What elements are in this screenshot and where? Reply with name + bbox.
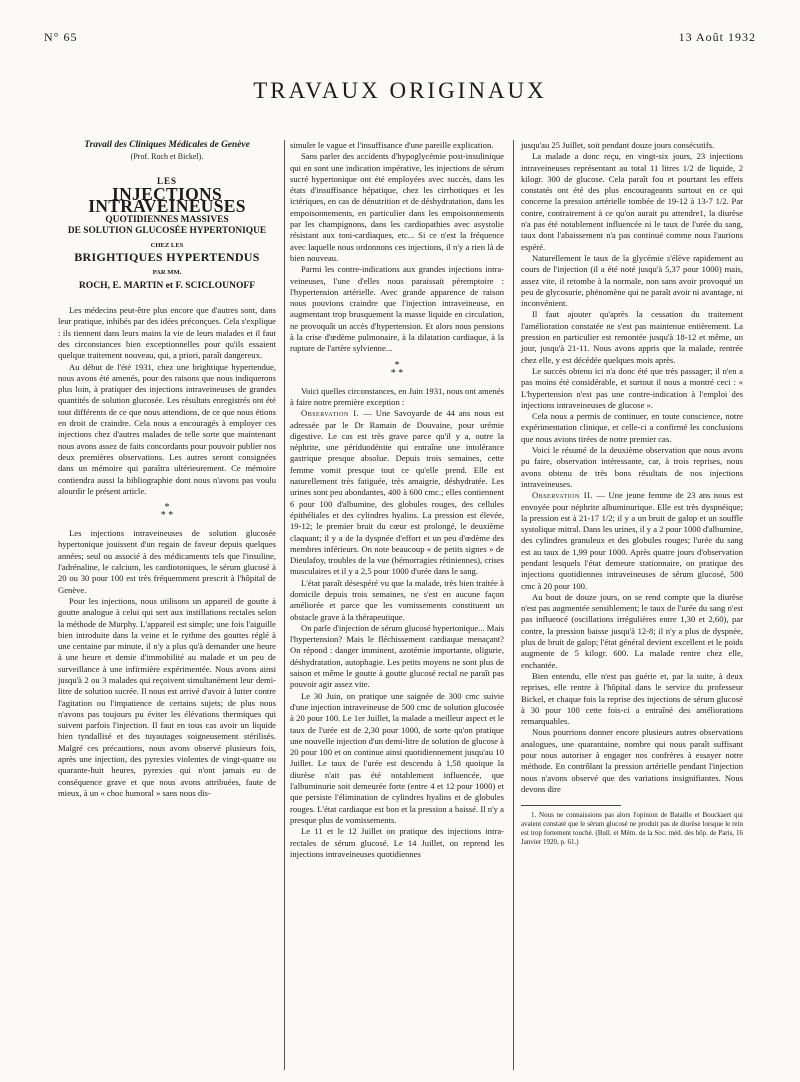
title-sub-1: QUOTIDIENNES MASSIVES xyxy=(105,214,229,225)
observation-label: Observation II. xyxy=(532,490,594,501)
title-par: PAR MM. xyxy=(152,269,182,277)
title-sub-2: DE SOLUTION GLUCOSÉE HYPERTONIQUE xyxy=(67,226,267,237)
title-chez: CHEZ LES xyxy=(150,241,184,249)
column-divider xyxy=(513,140,514,1070)
paragraph: Le succès obtenu ici n'a donc été que très passager; il n'en a pas moins été considérable, et surtout il nous a montré ceci : « L'hypertension n'est pas une contre-indication à l'emploi des injections intraveineuses de glucose ». xyxy=(521,365,743,410)
paragraph: Parmi les contre-indications aux grandes injections intra-veineuses, l'une d'elles nous paraissait péremptoire : l'hypertension artérielle. Avec grande apparence de raison nous pouvions craindre que l'injection intraveineuse, en augmentant trop brusquement la masse liquide en circulation, ne provoquât un accès d'hypertension. Et alors nous pensions à la crise d'œdème pulmonaire, à la dilatation cardiaque, à la rupture de l'artère sylvienne... xyxy=(290,264,504,354)
paragraph: jusqu'au 25 Juillet, soit pendant douze jours consécutifs. xyxy=(521,140,715,150)
article-authors: ROCH, E. MARTIN et F. SCICLOUNOFF xyxy=(78,279,256,291)
paragraph: simuler le vague et l'insuffisance d'une pareille explication. xyxy=(290,140,494,150)
issue-date: 13 Août 1932 xyxy=(678,30,756,44)
footnote-rule xyxy=(521,805,621,806)
paragraph: Nous pourrions donner encore plusieurs autres observations analogues, une quarantaine, nombre qui nous paraît suffisant pour nous autoriser à engager nos confrères à essayer notre méthode. En contrôlant la pression artérielle pendant l'injection nous n'avons observé que des variations insignifiantes. Nous devons dire xyxy=(521,727,743,794)
observation-text: — Une jeune femme de 23 ans nous est envoyée pour néphrite albuminurique. Elle est très dyspnéique; la pression est à 21-17 1/2; il y a un bruit de galop et un souffle systolique mitral. Dans les urines, il y a 2 pour 1000 d'albumine, des cylindres granuleux et des globules rouges; l'urée du sang est au taux de 1,99 pour 1000. Après quatre jours d'observation pendant lesquels l'état demeure stationnaire, on pratique des injections quotidiennes intraveineuses de sérum glucosé, 500 cmc à 20 pour 100. xyxy=(521,490,743,591)
paragraph: Au bout de douze jours, on se rend compte que la diurèse n'est pas augmentée sensiblement; le taux de l'urée du sang n'est pas influencé (oscillations irrégulières entre 1,30 et 2,60), par contre, la pression baisse jusqu'à 12-8; il n'y a plus de dyspnée, plus de bruit de galop; l'état général devient excellent et le poids augmente de 5 kilogr. 600. La malade rentre chez elle, enchantée. xyxy=(521,591,743,670)
section-stars: * * * xyxy=(160,502,174,522)
paragraph: Pour les injections, nous utilisons un appareil de goutte à goutte analogue à celui qui sert aux instillations rectales selon la méthode de Murphy. L'appareil est simple; une fois l'aiguille bien introduite dans la veine et le rythme des gouttes réglé à une centaine par minute, il n'y a plus qu'à demander une heure à une heure et demie d'immobilité au malade et un peu de surveillance à une infirmière expérimentée. Nous avons ainsi jusqu'à 2 ou 3 malades qui reçoivent simultanément leur demi-litre de solution sucrée. Il nous est arrivé d'avoir à lutter contre l'agitation ou l'impatience de certains sujets; de plus nous n'avons pas toujours pu éviter les élévations thermiques qui suivent parfois l'injection. Il faut en tous cas avoir un liquide bien tyndallisé et des tuyautages soigneusement stérilisés. Malgré ces précautions, nous avons observé plusieurs fois, après une injection, des pyrexies violentes de vingt-quatre ou quarante-huit heures, pyrexies qui n'ont jamais eu de conséquence grave et que nous avons attribuées, faute de mieux, à un « choc humoral » sans nous dis- xyxy=(58,595,276,798)
paragraph: Sans parler des accidents d'hypoglycémie post-insulinique qui en sont une indication impérative, les injections de sérum sucré hypertonique ont été employées avec succès, dans les états d'insuffisance hépatique, chez les cirrhotiques et les ictériques, en cas de dénutrition et de déshydratation, dans les empoisonnements, en particulier dans les empoisonnements par les champignons, dans les cardiopathies avec asystolie résistant aux toni-cardiaques, etc... Si ce n'est la fréquence avec laquelle nous ordonnons ces injections, il n'y a rien là de bien nouveau. xyxy=(290,151,504,263)
paragraph: Bien entendu, elle n'est pas guérie et, par la suite, à deux reprises, elle rentre à l'hôpital dans le service du professeur Bickel, et chaque fois la reprise des injections de sérum glucosé à 30 pour 100 cette fois-ci a entraîné des améliorations remarquables. xyxy=(521,670,743,727)
source-clinic: Travail des Cliniques Médicales de Genève xyxy=(84,140,250,150)
section-title: TRAVAUX ORIGINAUX xyxy=(253,78,547,103)
column-1 xyxy=(58,140,276,799)
observation-text: — Une Savoyarde de 44 ans nous est adressée par le Dr Ramain de Douvaine, pour urémie digestive. Le cas est très grave parce qu'il y a, outre la néphrite, une périduodénite qui entraîne une intolérance gastrique presque absolue. Depuis trois semaines, cette femme vomit presque tout ce qu'elle prend. Elle est naturellement très fatiguée, très amaigrie, déshydratée. Les urines sont peu abondantes, 400 à 600 cmc.; elles contiennent 6 pour 100 d'albumine, des globules rouges, des cellules épithéliales et des cylindres hyalins. La pression est élevée, 19-12; le premier bruit du cœur est prolongé, le deuxième claquant; il y a de la dyspnée d'effort et un peu d'œdème des membres inférieurs. On note beaucoup « de petits signes » de Dieulafoy, troubles de la vue (hémorragies rétiniennes), crises musculaires et il y a 2,5 pour 1000 d'urée dans le sang. xyxy=(290,408,505,577)
column-3 xyxy=(521,140,743,847)
column-2 xyxy=(290,140,504,860)
paragraph: Le 30 Juin, on pratique une saignée de 300 cmc suivie d'une injection intraveineuse de 500 cmc de solution glucosée à 20 pour 100. Le 1er Juillet, la malade a meilleur aspect et le taux de l'urée est de 2,30 pour 1000, de sorte qu'on pratique une nouvelle injection d'un demi-litre de solution de glucose à 20 pour 100 et on continue ainsi quotidiennement jusqu'au 10 Juillet. Le taux de l'urée est descendu à 1,58 quoique la diurèse n'ait pas été notablement influencée, que l'albuminurie soit demeurée forte (entre 4 et 12 pour 1000) et que persiste l'élimination de cylindres hyalins et de globules rouges. L'état cardiaque est bon et la pression a baissé. Il n'y a presque plus de vomissements. xyxy=(290,690,504,825)
paragraph: Voici le résumé de la deuxième observation que nous avons pu faire, observation intéressante, car, à trois reprises, nous avons obtenu de très bons résultats de nos injections intraveineuses. xyxy=(521,445,743,489)
paragraph: L'état paraît désespéré vu que la malade, très bien traitée à domicile depuis trois semaines, ne s'est en aucune façon améliorée et parce que les vomissements constituent un obstacle grave à la thérapeutique. xyxy=(290,577,504,622)
article-source xyxy=(58,140,276,162)
article-title: INJECTIONS INTRAVEINEUSES xyxy=(88,184,246,216)
footnote-text: 1. Nous ne connaissions pas alors l'opinion de Bataille et Bouckaert qui avaient constaté que le sérum glucosé ne produit pas de diurèse lorsque le rein est trop fortement touché. (Bull. et Mém. de la Soc. méd. des hôp. de Paris, 16 Janvier 1920, p. 61.) xyxy=(521,811,743,847)
paragraph: Cela nous a permis de continuer, en toute conscience, notre expérimentation clinique, et celle-ci a confirmé les conclusions que nous avions tirées de notre premier cas. xyxy=(521,411,743,444)
paragraph: Le 11 et le 12 Juillet on pratique des injections intra-rectales de sérum glucosé. Le 14 Juillet, on reprend les injections intraveineuses quotidiennes xyxy=(290,826,504,859)
issue-number: N° 65 xyxy=(44,30,78,44)
observation-label: Observation I. xyxy=(301,408,360,419)
title-les: LES xyxy=(156,176,177,186)
paragraph: Il faut ajouter qu'après la cessation du traitement l'amélioration constatée ne s'est pas maintenue entièrement. La pression en particulier est remontée jusqu'à 18-12 et même, un jour, jusqu'à 21-11. Nous avons appris que la malade, rentrée chez elle, y est décédée quelques mois après. xyxy=(521,309,743,365)
paragraph: Les médecins peut-être plus encore que d'autres sont, dans leur pratique, inhibés par des idées préconçues. Cela s'explique : ils tiennent dans leurs mains la vie de leurs malades et il faut des circonstances bien exceptionnelles pour qu'ils essaient quelque traitement nouveau, qui, a priori, paraît dangereux. xyxy=(58,305,276,361)
page-header xyxy=(44,30,756,46)
title-brightiques: BRIGHTIQUES HYPERTENDUS xyxy=(74,250,260,265)
column-divider xyxy=(284,140,285,1070)
footnote xyxy=(521,811,743,847)
paragraph: Au début de l'été 1931, chez une brightique hypertendue, nous avons été amenés, pour des raisons que nous indiquerons plus loin, à pratiquer des injections intraveineuses de grandes quantités de solution glucosée. Les résultats enregistrés ont été tout différents de ce que nous attendions, de ce que nous étions en droit de craindre. Cela nous a encouragés à employer ces injections chez d'autres malades de telle sorte que maintenant nous avons assez de faits concordants pour pouvoir publier nos deux premières observations. Les autres seront consignées dans un mémoire qui paraîtra ultérieurement. Ce mémoire contiendra aussi la bibliographie dont nous n'avons pas voulu alourdir le présent article. xyxy=(58,361,276,496)
paragraph: La malade a donc reçu, en vingt-six jours, 23 injections intraveineuses représentant au total 11 litres 1/2 de liquide, 2 kilogr. 300 de glucose. Cela paraît fou et pourtant les effets constatés ont été des plus encourageants surtout en ce qui concerne la pression artérielle tombée de 19-12 à 13-7 1/2. Par contre, contrairement à ce qu'on aurait pu attendre1, la diurèse n'a pas été notablement influencée ni le taux de l'urée du sang, taux dont l'abaissement n'a pas continué comme nous l'aurions espéré. xyxy=(521,151,743,252)
article-heading xyxy=(58,176,276,291)
paragraph: Les injections intraveineuses de solution glucosée hypertonique jouissent d'un regain de faveur depuis quelques années; seul ou associé à des médicaments tels que l'insuline, l'adrénaline, le calcium, les cardiotoniques, le sérum glucosé à 20 ou 30 pour 100 est très fréquemment prescrit à l'hôpital de Genève. xyxy=(58,528,276,595)
observation-1 xyxy=(290,408,504,577)
section-stars: * * * xyxy=(390,359,404,379)
paragraph: On parle d'injection de sérum glucosé hypertonique... Mais l'hypertension? Mais le fléchissement cardiaque menaçant? On répond : danger imminent, azotémie importante, oligurie, déshydratation, autophagie. Les petits moyens ne sont plus de saison et même le goutte à goutte glucosé rectal ne paraît pas pouvoir agir assez vite. xyxy=(290,622,504,690)
paragraph: Voici quelles circonstances, en Juin 1931, nous ont amenés à faire notre première exception : xyxy=(290,385,504,407)
source-professors: (Prof. Roch et Bickel). xyxy=(130,152,204,161)
observation-2 xyxy=(521,490,743,592)
paragraph: Naturellement le taux de la glycémie s'élève rapidement au cours de l'injection (il a été noté jusqu'à 5,37 pour 1000) mais, assez vite, il retombe à la normale, non sans avoir provoqué un peu de glycosurie, phénomène qui ne paraît avoir ni avantage, ni inconvénient. xyxy=(521,252,743,309)
